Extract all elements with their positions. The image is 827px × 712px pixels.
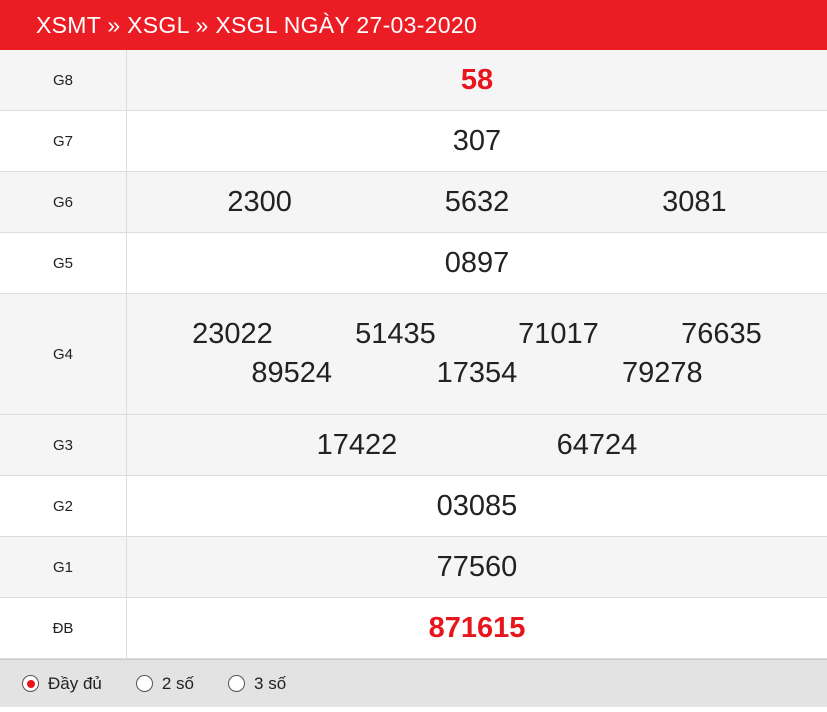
table-row <box>0 111 827 172</box>
table-row <box>0 233 827 294</box>
prize-number: 0897 <box>444 246 510 279</box>
radio-icon[interactable] <box>228 675 245 692</box>
radio-label: 3 số <box>254 673 287 693</box>
radio-option-2-digits[interactable] <box>136 674 194 694</box>
prize-label-g4: G4 <box>0 294 127 415</box>
prize-number: 51435 <box>355 318 436 350</box>
prize-label-g2: G2 <box>0 476 127 537</box>
prize-number: 307 <box>452 124 502 157</box>
prize-values-db <box>127 598 827 659</box>
prize-label-g7: G7 <box>0 111 127 172</box>
prize-number: 71017 <box>518 318 599 350</box>
prize-number: 64724 <box>556 428 638 461</box>
prize-number: 17354 <box>436 357 518 389</box>
radio-icon[interactable] <box>136 675 153 692</box>
prize-number: 58 <box>460 63 494 96</box>
prize-number: 77560 <box>436 550 518 583</box>
display-mode-footer <box>0 659 827 707</box>
prize-label-g8: G8 <box>0 50 127 111</box>
prize-number: 2300 <box>227 185 292 218</box>
table-row <box>0 50 827 111</box>
prize-values-g7 <box>127 111 827 172</box>
prize-values-g5 <box>127 233 827 294</box>
results-table <box>0 50 827 659</box>
prize-values-g3 <box>127 415 827 476</box>
table-row <box>0 598 827 659</box>
table-row <box>0 476 827 537</box>
prize-label-g1: G1 <box>0 537 127 598</box>
prize-values-g4 <box>127 294 827 415</box>
prize-label-g6: G6 <box>0 172 127 233</box>
prize-values-g1 <box>127 537 827 598</box>
table-row <box>0 172 827 233</box>
radio-option-3-digits[interactable] <box>228 674 286 694</box>
prize-number: 03085 <box>436 489 518 522</box>
prize-number: 76635 <box>681 318 762 350</box>
prize-values-g2 <box>127 476 827 537</box>
prize-label-g5: G5 <box>0 233 127 294</box>
prize-number: 17422 <box>316 428 398 461</box>
breadcrumb: XSMT » XSGL » XSGL NGÀY 27-03-2020 <box>36 11 478 38</box>
prize-label-g3: G3 <box>0 415 127 476</box>
prize-number: 23022 <box>192 318 273 350</box>
prize-number: 5632 <box>444 185 510 218</box>
prize-values-g6 <box>127 172 827 233</box>
prize-number: 3081 <box>662 185 727 218</box>
table-row <box>0 415 827 476</box>
prize-number: 89524 <box>251 357 332 389</box>
prize-label-db: ĐB <box>0 598 127 659</box>
table-row <box>0 294 827 415</box>
prize-number: 79278 <box>621 357 703 389</box>
radio-icon-selected[interactable] <box>22 675 39 692</box>
radio-label: 2 số <box>161 673 195 693</box>
radio-label: Đầy đủ <box>48 673 102 693</box>
radio-option-full[interactable] <box>22 674 102 694</box>
table-row <box>0 537 827 598</box>
prize-number: 871615 <box>428 611 526 644</box>
prize-values-g8 <box>127 50 827 111</box>
breadcrumb-header <box>0 0 827 50</box>
